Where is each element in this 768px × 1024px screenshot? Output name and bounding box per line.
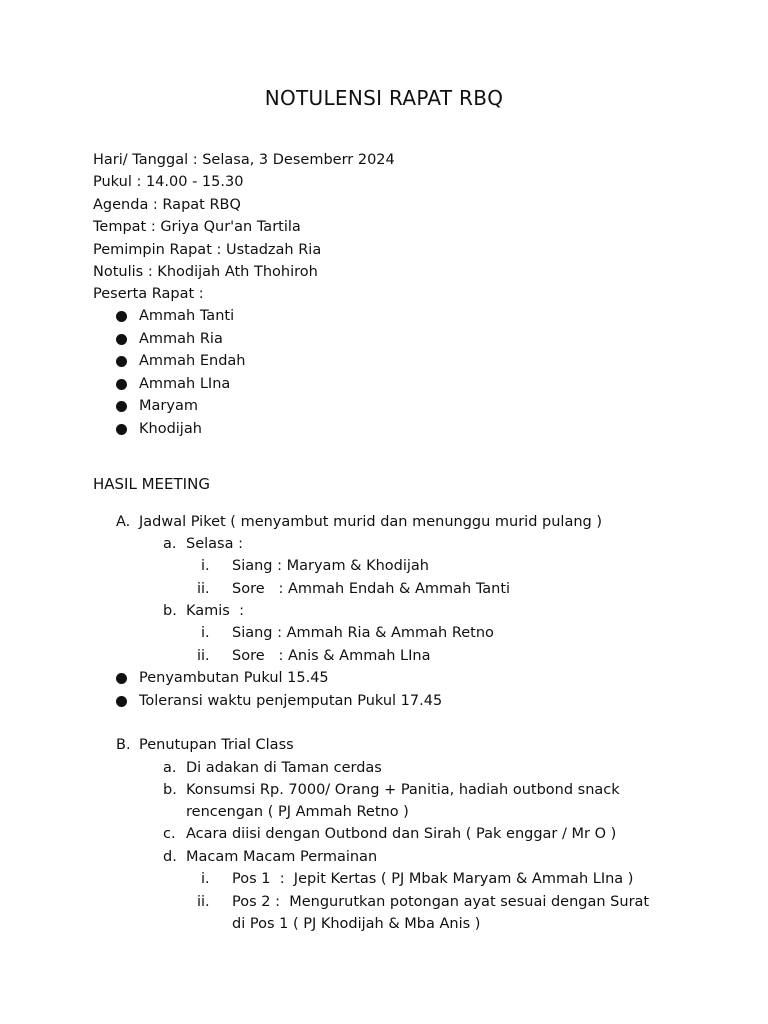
bullet-icon — [116, 379, 127, 390]
document-title: NOTULENSI RAPAT RBQ — [264, 86, 504, 110]
item-b-marker: b. — [163, 782, 177, 798]
item-d-marker: d. — [163, 849, 177, 865]
participant-name: Khodijah — [139, 420, 202, 437]
list-item — [114, 350, 245, 373]
bullet-text: Penyambutan Pukul 15.45 — [139, 670, 329, 686]
section-b-marker: B. — [116, 737, 131, 753]
bullet-text: Toleransi waktu penjemputan Pukul 17.45 — [139, 693, 443, 709]
subitem-ii-text: Pos 2 : Mengurutkan potongan ayat sesuai dengan Surat — [232, 894, 650, 910]
participant-name: Maryam — [139, 398, 198, 415]
meeting-info — [93, 149, 395, 306]
item-a-marker: a. — [163, 760, 177, 776]
item-b-marker: b. — [163, 603, 177, 619]
item-a-text: Selasa : — [186, 536, 243, 552]
subitem-i-marker: i. — [201, 871, 210, 887]
meta-date: Hari/ Tanggal : Selasa, 3 Desemberr 2024 — [93, 152, 395, 168]
item-b-text: Kamis : — [186, 603, 244, 619]
meta-participants-label: Peserta Rapat : — [93, 286, 204, 303]
item-c-text: Acara diisi dengan Outbond dan Sirah ( Pak enggar / Mr O ) — [186, 826, 617, 842]
item-a-text: Di adakan di Taman cerdas — [186, 760, 382, 776]
item-a-marker: a. — [163, 536, 177, 552]
bullet-icon — [116, 424, 127, 435]
list-item — [114, 328, 245, 351]
results-heading: HASIL MEETING — [93, 475, 210, 493]
subitem-ii-marker: ii. — [197, 648, 210, 664]
subitem-ii-text-continued: di Pos 1 ( PJ Khodijah & Mba Anis ) — [232, 916, 481, 932]
bullet-icon — [116, 334, 127, 345]
list-item — [114, 418, 245, 441]
meta-agenda: Agenda : Rapat RBQ — [93, 196, 241, 213]
subitem-i-marker: i. — [201, 625, 210, 641]
participant-name: Ammah Ria — [139, 330, 223, 347]
section-a-marker: A. — [116, 514, 131, 530]
list-item — [114, 305, 245, 328]
participants-list — [114, 305, 245, 441]
list-item — [114, 395, 245, 418]
subitem-i-text: Siang : Maryam & Khodijah — [232, 558, 429, 574]
meta-place: Tempat : Griya Qur'an Tartila — [93, 219, 301, 236]
subitem-i-marker: i. — [201, 558, 210, 574]
item-d-text: Macam Macam Permainan — [186, 849, 378, 865]
subitem-ii-text: Sore : Ammah Endah & Ammah Tanti — [232, 581, 511, 597]
meta-leader: Pemimpin Rapat : Ustadzah Ria — [93, 241, 322, 258]
bullet-icon — [116, 696, 127, 707]
bullet-icon — [116, 311, 127, 322]
bullet-icon — [116, 673, 127, 684]
subitem-i-text: Pos 1 : Jepit Kertas ( PJ Mbak Maryam & Ammah LIna ) — [232, 871, 634, 887]
bullet-icon — [116, 356, 127, 367]
bullet-icon — [116, 401, 127, 412]
item-b-text-continued: rencengan ( PJ Ammah Retno ) — [186, 804, 409, 820]
section-a-title: Jadwal Piket ( menyambut murid dan menunggu murid pulang ) — [139, 514, 602, 530]
list-item — [114, 373, 245, 396]
section-b-title: Penutupan Trial Class — [139, 737, 294, 753]
meta-notetaker: Notulis : Khodijah Ath Thohiroh — [93, 264, 318, 281]
item-c-marker: c. — [163, 826, 176, 842]
participant-name: Ammah Tanti — [139, 308, 235, 324]
subitem-i-text: Siang : Ammah Ria & Ammah Retno — [232, 625, 494, 641]
subitem-ii-text: Sore : Anis & Ammah LIna — [232, 648, 431, 664]
subitem-ii-marker: ii. — [197, 581, 210, 597]
meta-time: Pukul : 14.00 - 15.30 — [93, 174, 244, 191]
subitem-ii-marker: ii. — [197, 894, 210, 910]
participant-name: Ammah LIna — [139, 375, 231, 392]
item-b-text: Konsumsi Rp. 7000/ Orang + Panitia, hadiah outbond snack — [186, 782, 620, 798]
participant-name: Ammah Endah — [139, 353, 246, 370]
